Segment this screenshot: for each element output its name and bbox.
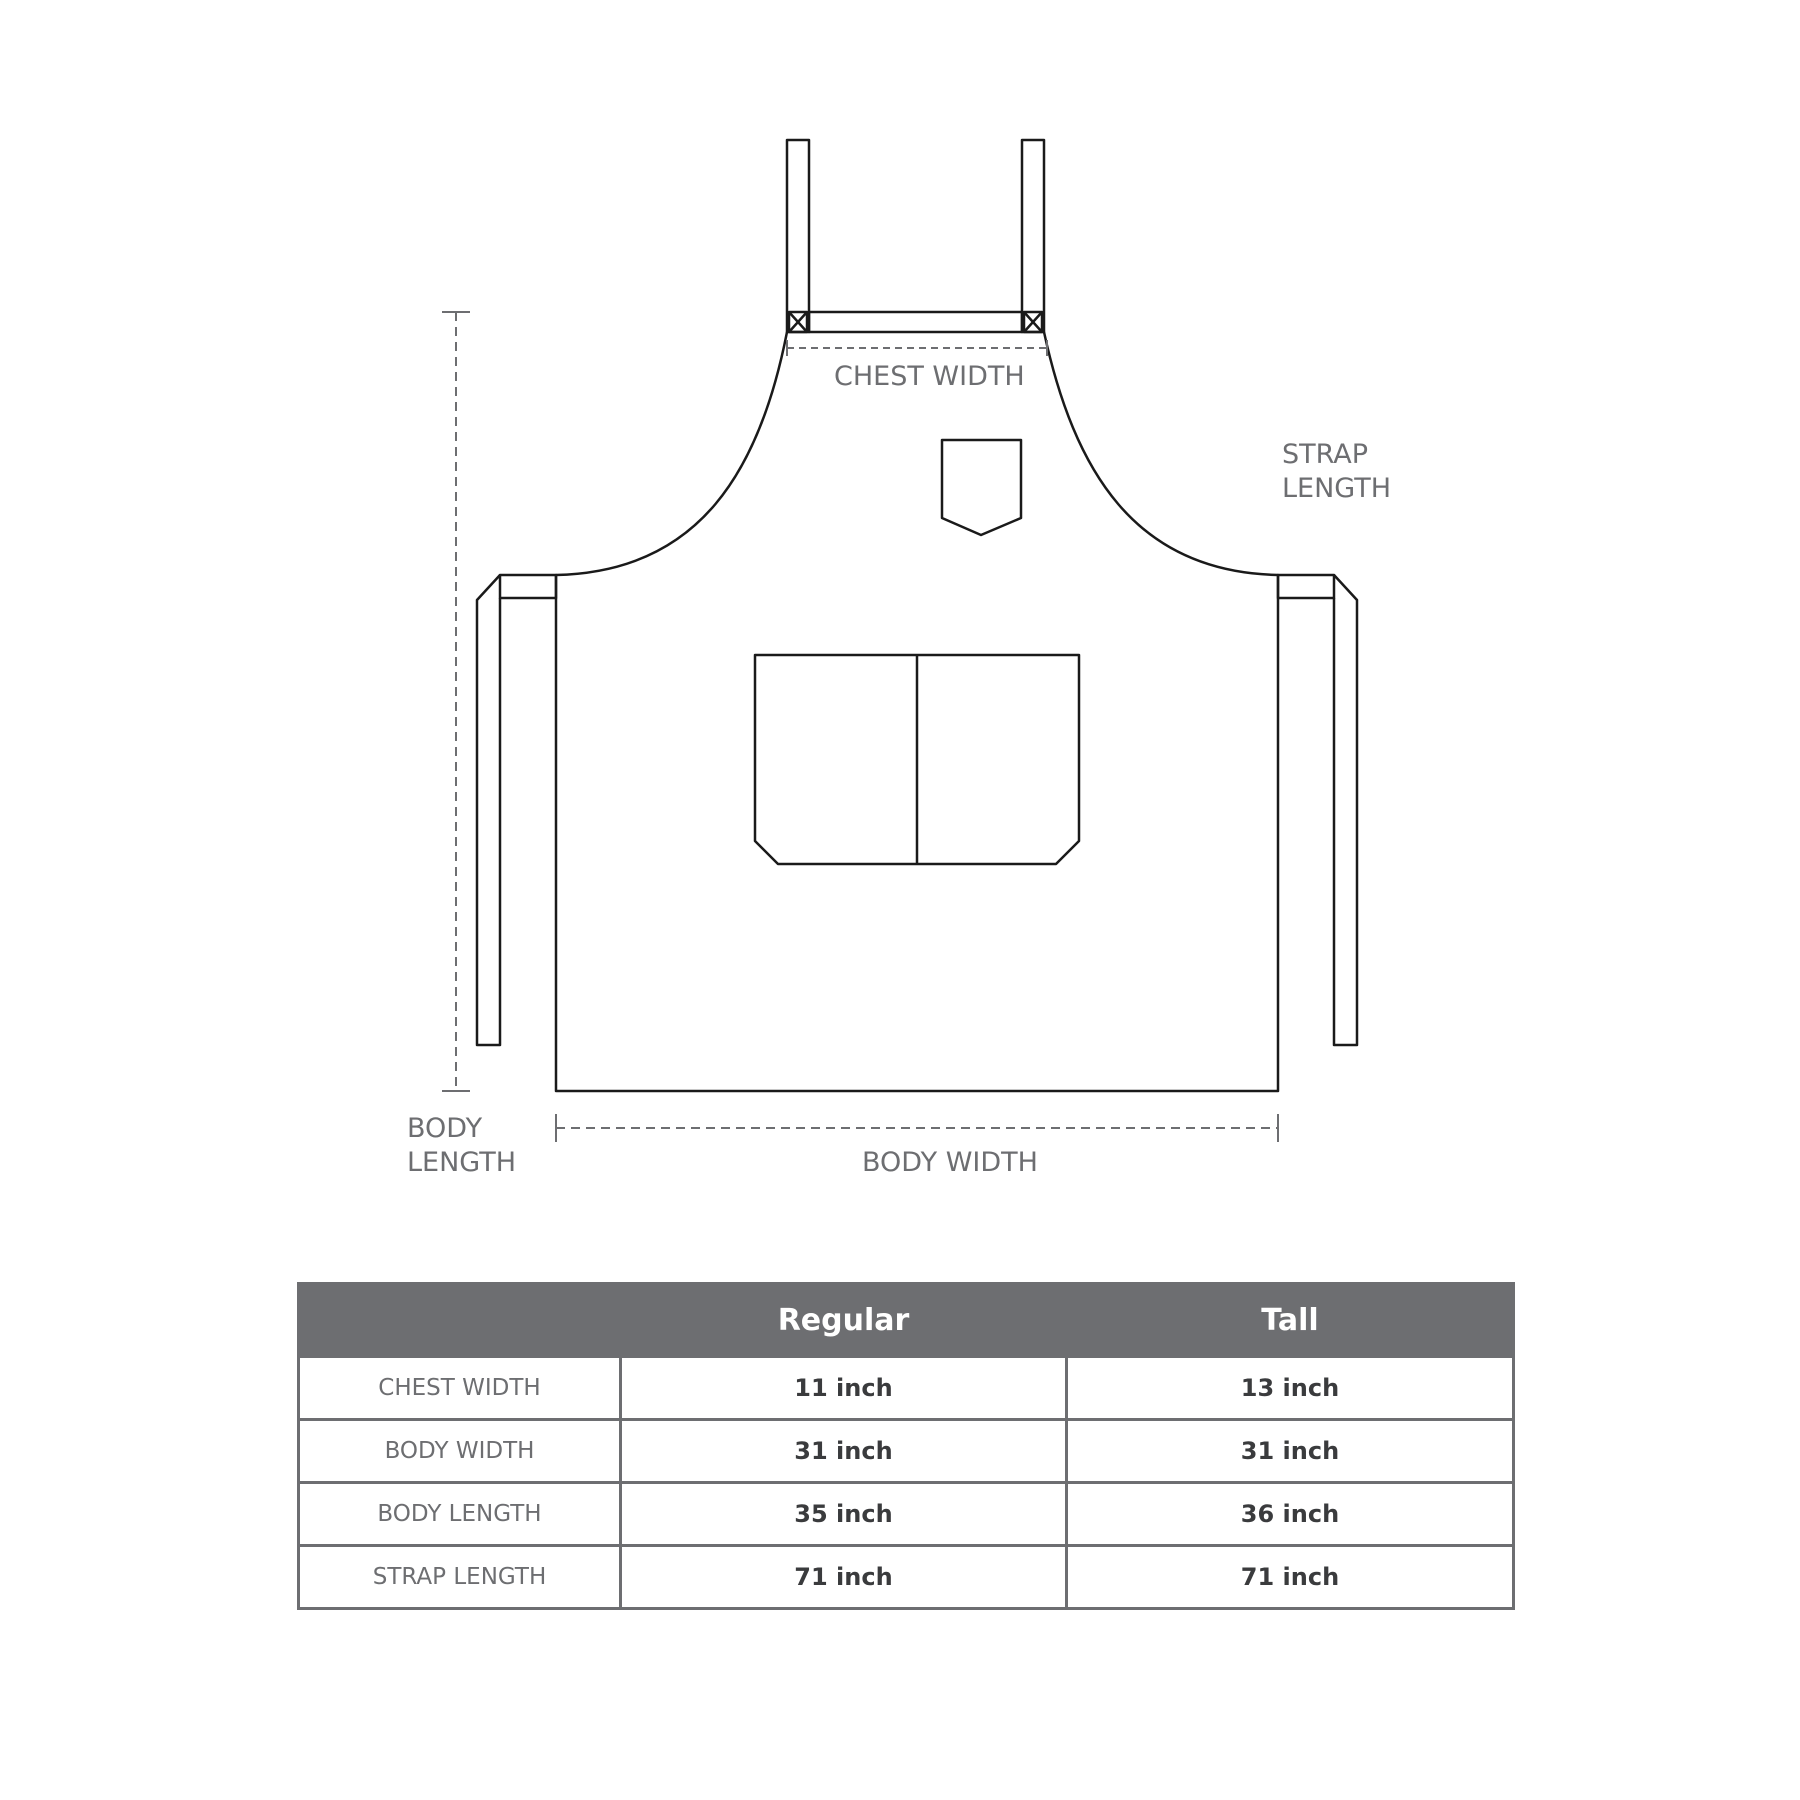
header-tall: Tall — [1067, 1284, 1514, 1357]
body-length-label-line1: BODY — [407, 1113, 483, 1144]
table-row — [299, 1483, 1514, 1546]
table-header-row — [299, 1284, 1514, 1357]
body-width-label: BODY WIDTH — [862, 1147, 1038, 1178]
regular-value: 71 inch — [621, 1546, 1067, 1609]
tall-value: 13 inch — [1067, 1357, 1514, 1420]
chest-width-label: CHEST WIDTH — [834, 361, 1025, 392]
chest-band — [809, 312, 1022, 332]
right-neck-strap — [1022, 140, 1044, 332]
left-waist-tab — [500, 575, 556, 598]
right-waist-tab — [1278, 575, 1334, 598]
header-blank-cell — [299, 1284, 621, 1357]
tall-value: 71 inch — [1067, 1546, 1514, 1609]
row-label: BODY WIDTH — [299, 1420, 621, 1483]
header-regular: Regular — [621, 1284, 1067, 1357]
regular-value: 35 inch — [621, 1483, 1067, 1546]
regular-value: 31 inch — [621, 1420, 1067, 1483]
chest-width-dimension — [787, 340, 1047, 356]
left-rivet — [789, 312, 807, 332]
tall-value: 31 inch — [1067, 1420, 1514, 1483]
table-row — [299, 1546, 1514, 1609]
left-neck-strap — [787, 140, 809, 332]
chest-pocket — [942, 440, 1021, 535]
body-length-dimension — [442, 312, 470, 1091]
strap-length-label-line1: STRAP — [1282, 439, 1369, 470]
right-rivet — [1024, 312, 1042, 332]
row-label: CHEST WIDTH — [299, 1357, 621, 1420]
left-waist-tie — [477, 575, 500, 1045]
regular-value: 11 inch — [621, 1357, 1067, 1420]
row-label: BODY LENGTH — [299, 1483, 621, 1546]
row-label: STRAP LENGTH — [299, 1546, 621, 1609]
body-length-label-line2: LENGTH — [407, 1147, 517, 1178]
table-row — [299, 1357, 1514, 1420]
size-chart-table — [297, 1282, 1515, 1610]
table-row — [299, 1420, 1514, 1483]
strap-length-label-line2: LENGTH — [1282, 473, 1392, 504]
tall-value: 36 inch — [1067, 1483, 1514, 1546]
right-waist-tie — [1334, 575, 1357, 1045]
body-width-dimension — [556, 1114, 1278, 1142]
